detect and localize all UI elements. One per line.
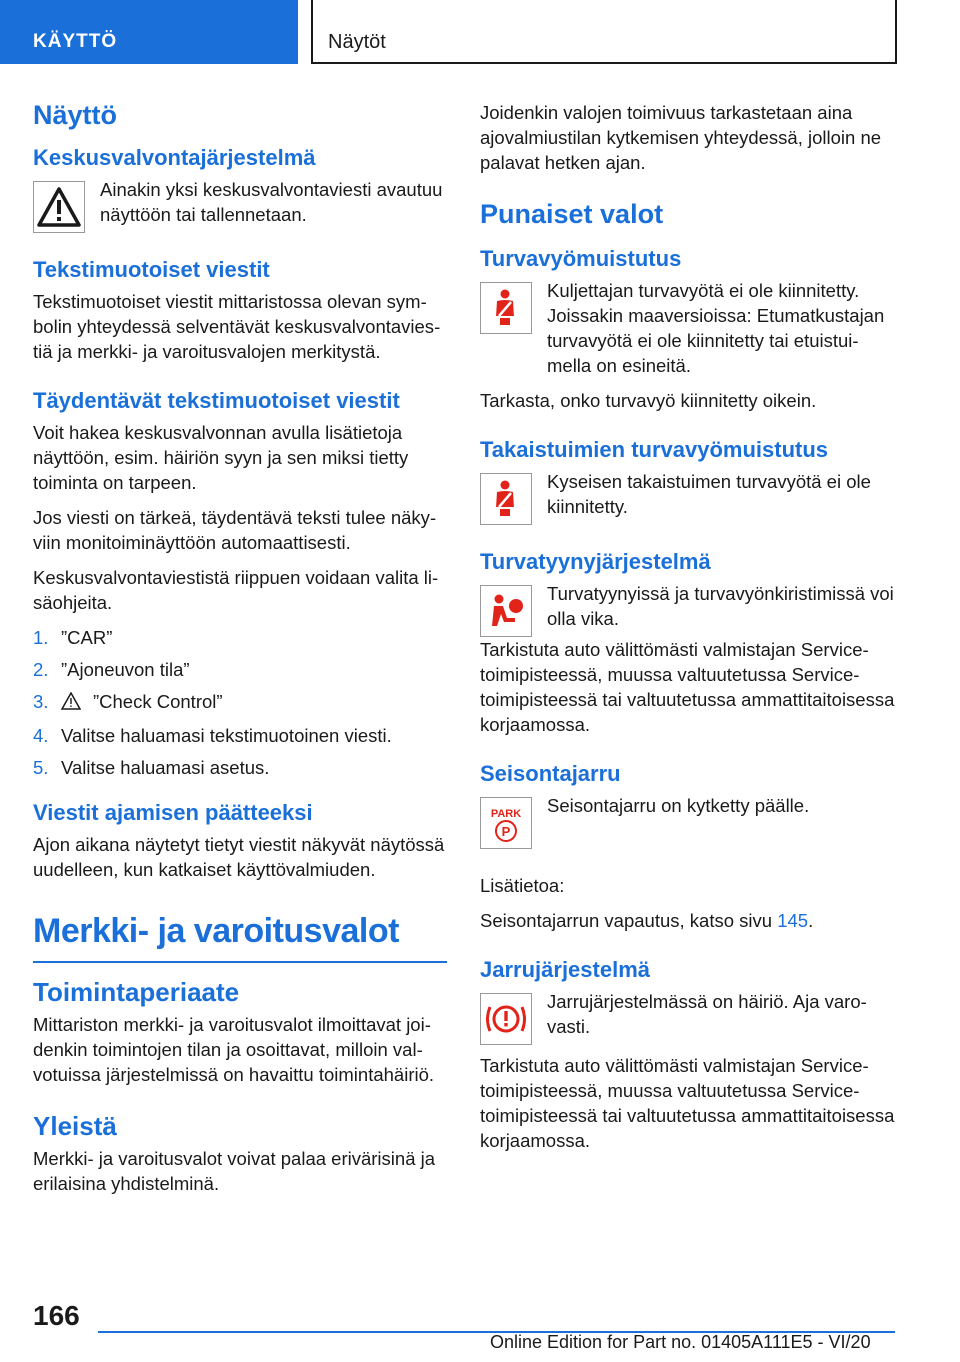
keskusvalvonta-text: Ainakin yksi keskusvalvontaviesti avautuu näyttöön tai tallennetaan.: [100, 179, 443, 225]
heading-yleista: Yleistä: [33, 1111, 117, 1141]
left-column: [33, 100, 447, 1206]
heading-jarrujarjestelma: Jarrujärjestelmä: [480, 957, 650, 982]
parkbrake-note: [480, 793, 895, 849]
brake-warning-icon: [480, 993, 532, 1045]
heading-naytto: Näyttö: [33, 100, 118, 130]
topic-tab: [311, 0, 897, 64]
list-item: 4. Valitse haluamasi tekstimuotoinen viesti.: [33, 725, 392, 746]
seatbelt-note: [480, 278, 895, 378]
lisatietoa-label: Lisätietoa:: [480, 875, 565, 896]
park-brake-icon: [480, 797, 532, 849]
heading-seisontajarru: Seisontajarru: [480, 761, 621, 786]
heading-viestit-ajamisen: Viestit ajamisen päätteeksi: [33, 800, 313, 825]
svg-text:PARK: PARK: [490, 808, 522, 820]
page-number: 166: [33, 1300, 80, 1331]
list-item: 1. ”CAR”: [33, 627, 113, 648]
list-item: 3. ”Check Control”: [33, 689, 447, 716]
intro-text: Joidenkin valojen toimivuus tarkastetaan aina ajovalmiustilan kytkemisen yhteydessä, jolloin ne palavat hetken ajan.: [480, 102, 882, 173]
yleista-text: Merkki- ja varoitusvalot voivat palaa erivärisinä ja erilaisina yhdistelminä.: [33, 1148, 436, 1194]
svg-text:P: P: [501, 824, 511, 839]
tekstimuotoiset-text: Tekstimuotoiset viestit mittaristossa olevan symbolin yhteydessä selventävät keskusvalvontaviestiä ja merkki- ja varoitusvalojen merkitystä.: [33, 291, 441, 362]
turvatyyny-p2: Tarkistuta auto välittömästi valmistajan Service-toimipisteessä, muussa valtuutetussa Service-toimipisteessä tai valtuutetussa ammattitaitoisessa korjaamossa.: [480, 639, 895, 735]
warning-note: [33, 177, 447, 233]
takaistuin-text: Kyseisen takaistuimen turvavyötä ei ole kiinnitetty.: [547, 471, 871, 517]
seatbelt-icon: [480, 282, 532, 334]
section-tab: [0, 0, 298, 64]
warning-triangle-icon: [33, 181, 85, 233]
section-label: KÄYTTÖ: [33, 31, 118, 52]
airbag-note: [480, 581, 895, 637]
taydentavat-p3: Keskusvalvontaviestistä riippuen voidaan valita lisäohjeita.: [33, 567, 439, 613]
heading-turvavyomuistutus: Turvavyömuistutus: [480, 246, 682, 271]
seisonta-text: Seisontajarru on kytketty päälle.: [547, 795, 810, 816]
right-column: [480, 100, 895, 1163]
heading-tekstimuotoiset: Tekstimuotoiset viestit: [33, 257, 270, 282]
list-item: 2. ”Ajoneuvon tila”: [33, 659, 190, 680]
footer-edition: Online Edition for Part no. 01405A111E5 - VI/20: [490, 1332, 871, 1352]
viestit-text: Ajon aikana näytetyt tietyt viestit näkyvät näytössä uudelleen, kun katkaiset käyttövalmiuden.: [33, 834, 445, 880]
heading-taydentavat: Täydentävät tekstimuotoiset viestit: [33, 388, 400, 413]
jarru-text: Jarrujärjestelmässä on häiriö. Aja varovasti.: [547, 991, 867, 1037]
heading-toimintaperiaate: Toimintaperiaate: [33, 977, 240, 1007]
toimintaperiaate-text: Mittariston merkki- ja varoitusvalot ilmoittavat joidenkin toimintojen tilan ja osoittavat, milloin valvotuissa järjestelmissä on havaittu toimintahäiriö.: [33, 1014, 435, 1085]
brake-note: [480, 989, 895, 1045]
small-warning-icon: [61, 691, 83, 716]
turvavyo-text: Kuljettajan turvavyötä ei ole kiinnitetty. Joissakin maaversioissa: Etumatkustajan turvavyötä ei ole kiinnitetty tai etuistuimella on esineitä.: [547, 280, 885, 376]
jarru-p2: Tarkistuta auto välittömästi valmistajan Service-toimipisteessä, muussa valtuutetussa Service-toimipisteessä tai valtuutetussa ammattitaitoisessa korjaamossa.: [480, 1055, 895, 1151]
seisonta-ref: Seisontajarrun vapautus, katso sivu 145.: [480, 910, 814, 931]
steps-list: [33, 625, 447, 780]
rear-seatbelt-note: [480, 469, 895, 525]
heading-merkki-varoitusvalot: Merkki- ja varoitusvalot: [33, 912, 447, 963]
turvavyo-p2: Tarkasta, onko turvavyö kiinnitetty oikein.: [480, 390, 817, 411]
page-link[interactable]: 145: [777, 910, 809, 931]
list-item: 5. Valitse haluamasi asetus.: [33, 757, 270, 778]
rear-seatbelt-icon: [480, 473, 532, 525]
topic-label: Näytöt: [328, 31, 386, 53]
turvatyyny-text: Turvatyynyissä ja turvavyönkiristimissä voi olla vika.: [547, 583, 894, 629]
taydentavat-p2: Jos viesti on tärkeä, täydentävä teksti tulee näkyviin monitoiminäyttöön automaattisesti.: [33, 507, 437, 553]
heading-punaiset-valot: Punaiset valot: [480, 199, 664, 229]
heading-turvatyyny: Turvatyynyjärjestelmä: [480, 549, 711, 574]
taydentavat-p1: Voit hakea keskusvalvonnan avulla lisätietoja näyttöön, esim. häiriön syyn ja sen miksi tietty toiminta on tarpeen.: [33, 422, 409, 493]
heading-takaistuimien: Takaistuimien turvavyömuistutus: [480, 437, 829, 462]
airbag-icon: [480, 585, 532, 637]
heading-keskusvalvonta: Keskusvalvontajärjestelmä: [33, 145, 316, 170]
